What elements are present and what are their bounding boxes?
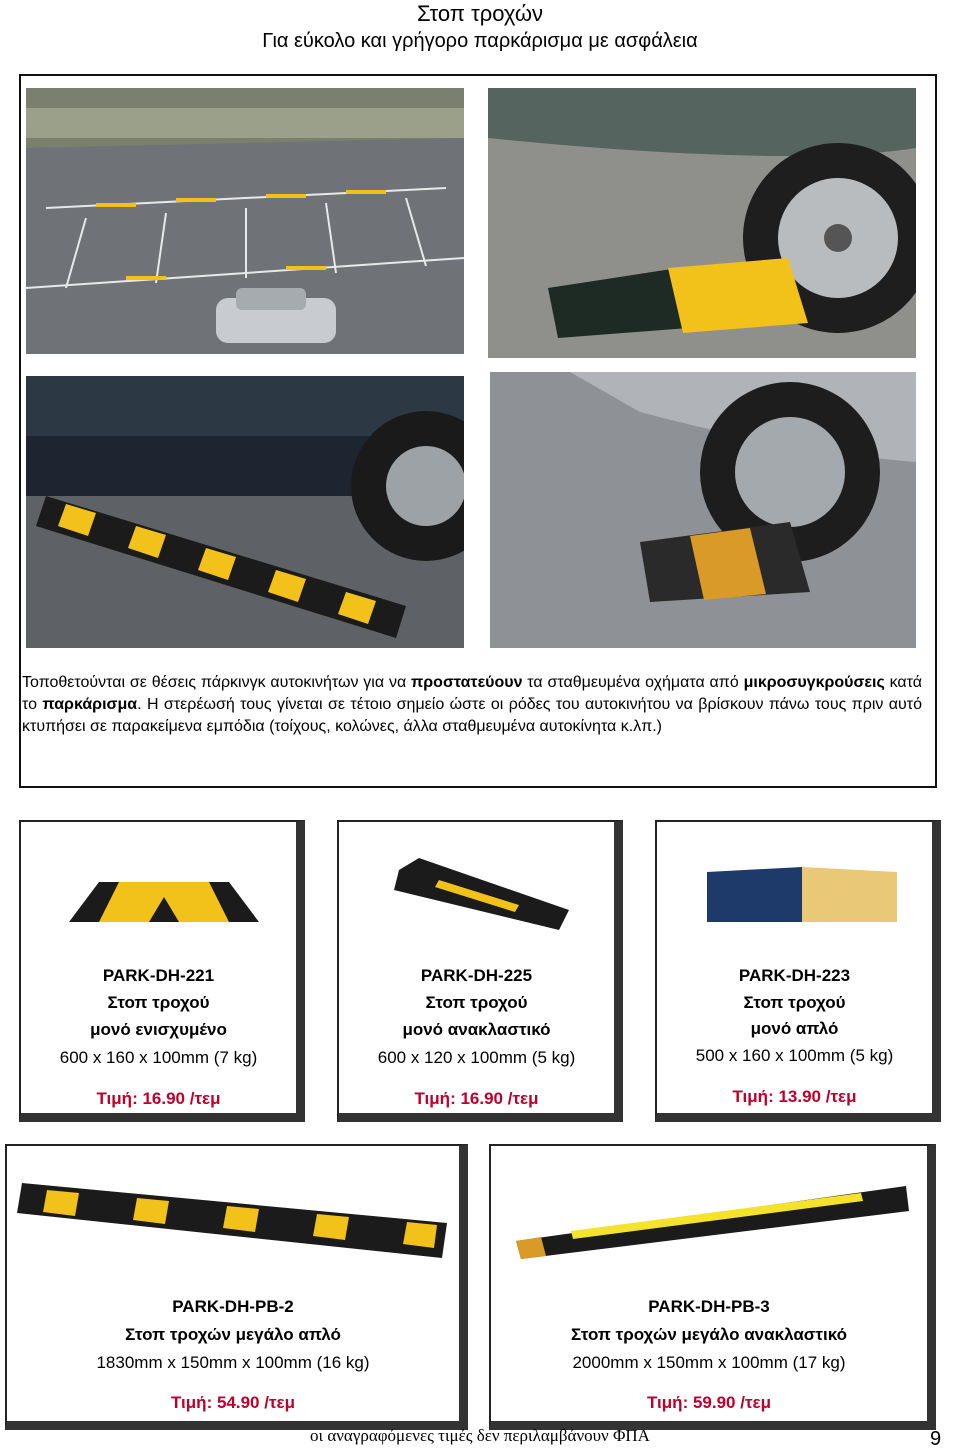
intro-paragraph: Τοποθετούνται σε θέσεις πάρκινγκ αυτοκινήτων για να προστατεύουν τα σταθμευμένα οχήματα από μικροσυγκρούσεις κατά το παρκάρισμα. Η στερέωσή τους γίνεται σε τέτοιο σημείο ώστε οι ρόδες του αυτοκινήτου να βρίσκουν πάνω τους πριν αυτό κτυπήσει σε παρακείμενα εμπόδια (τοίχους, κολώνες, άλλα σταθμευμένα αυτοκίνητα κ.λπ.)	[22, 674, 923, 735]
product-image-pb2	[17, 1168, 457, 1268]
footer-vat-note: οι αναγραφόμενες τιμές δεν περιλαμβάνουν ΦΠΑ	[310, 1426, 650, 1445]
wheel-stop-photo-1	[488, 88, 916, 358]
intro-bold-collisions: μικροσυγκρούσεις	[743, 674, 885, 691]
product-code: PARK-DH-PB-3	[648, 1297, 770, 1316]
product-card-225	[337, 820, 623, 1122]
intro-bold-parking: παρκάρισμα	[42, 696, 138, 713]
product-price: Τιμή: 13.90 /τεμ	[732, 1087, 857, 1106]
product-image-223	[702, 862, 902, 932]
product-code: PARK-DH-PB-2	[172, 1297, 294, 1316]
product-variant: μονό απλό	[750, 1019, 839, 1038]
product-image-225	[389, 850, 579, 940]
product-price: Τιμή: 16.90 /τεμ	[96, 1089, 221, 1108]
page-title: Στοπ τροχών	[416, 1, 544, 26]
page-number: 9	[930, 1428, 942, 1450]
product-size: 1830mm x 150mm x 100mm (16 kg)	[96, 1353, 370, 1372]
product-name: Στοπ τροχού	[425, 993, 528, 1012]
product-name: Στοπ τροχού	[107, 993, 210, 1012]
product-price: Τιμή: 16.90 /τεμ	[414, 1089, 539, 1108]
product-code: PARK-DH-223	[738, 966, 851, 985]
intro-bold-protect: προστατεύουν	[411, 674, 523, 691]
product-variant: μονό ανακλαστικό	[402, 1020, 551, 1039]
parking-lot-photo	[26, 88, 464, 354]
product-price: Τιμή: 54.90 /τεμ	[170, 1393, 295, 1412]
product-image-221	[59, 852, 269, 932]
product-price: Τιμή: 59.90 /τεμ	[646, 1393, 771, 1412]
bumper-stop-photo	[26, 376, 464, 648]
product-code: PARK-DH-221	[102, 966, 215, 985]
product-code: PARK-DH-225	[420, 966, 533, 985]
page-subtitle: Για εύκολο και γρήγορο παρκάρισμα με ασφάλεια	[262, 30, 698, 52]
wheel-stop-photo-2	[490, 372, 916, 648]
product-card-pb3	[489, 1144, 936, 1430]
product-size: 600 x 120 x 100mm (5 kg)	[377, 1048, 576, 1067]
product-card-pb2	[5, 1144, 468, 1430]
product-card-221	[19, 820, 305, 1122]
product-name: Στοπ τροχών μεγάλο ανακλαστικό	[570, 1325, 848, 1344]
product-size: 500 x 160 x 100mm (5 kg)	[695, 1046, 894, 1065]
product-card-223	[655, 820, 941, 1122]
product-name: Στοπ τροχών μεγάλο απλό	[125, 1325, 341, 1344]
product-image-pb3	[511, 1181, 911, 1261]
product-size: 600 x 160 x 100mm (7 kg)	[59, 1048, 258, 1067]
product-variant: μονό ενισχυμένο	[90, 1020, 227, 1039]
product-name: Στοπ τροχού	[743, 993, 846, 1012]
product-size: 2000mm x 150mm x 100mm (17 kg)	[572, 1353, 846, 1372]
